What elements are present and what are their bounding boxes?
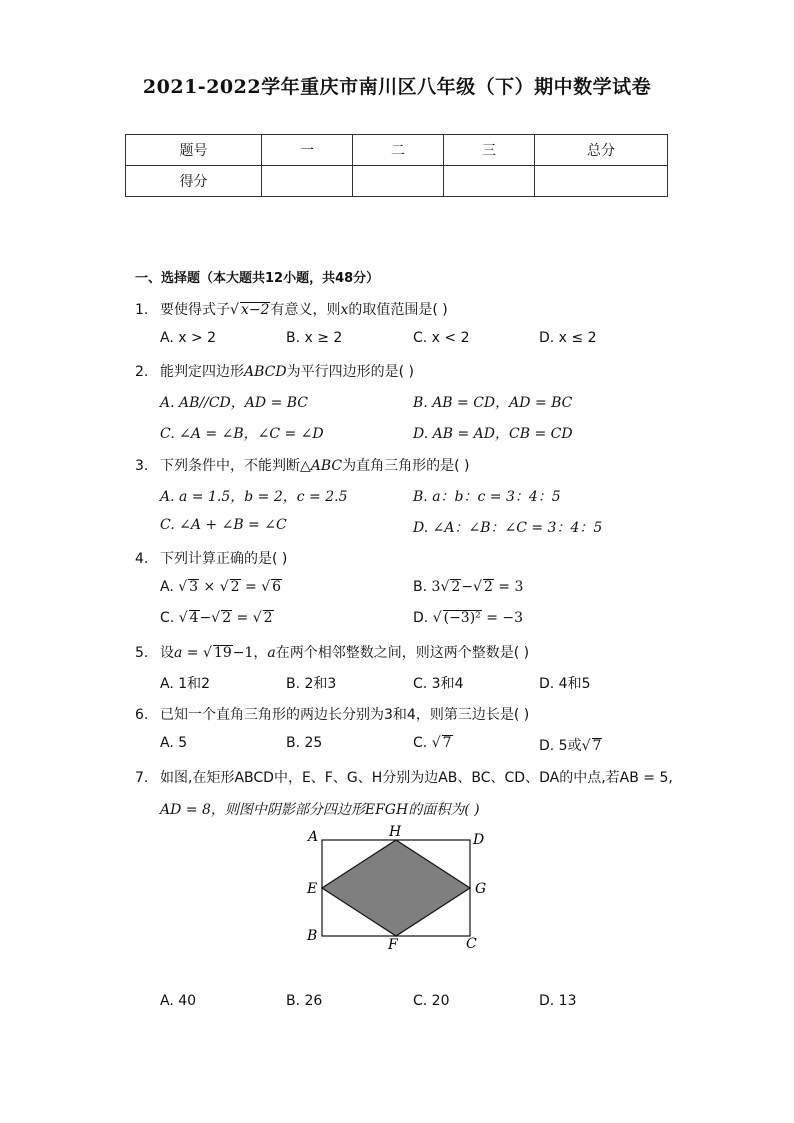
shaded-quadrilateral-efgh	[322, 840, 470, 936]
question-number: 6.	[135, 707, 149, 723]
question-1	[135, 299, 448, 319]
option-a[interactable]: A. 5	[160, 735, 188, 751]
label-e: E	[307, 881, 318, 897]
label-c: C	[466, 936, 477, 952]
question-text: 有意义，则	[270, 302, 341, 318]
radicand: 19	[213, 645, 232, 661]
option-c[interactable]: C. ∠A = ∠B，∠C = ∠D	[160, 426, 324, 442]
score-input-3[interactable]	[444, 166, 535, 197]
option-d[interactable]: D. √ (−3)² = −3	[413, 610, 524, 626]
option-letter: A.	[160, 579, 174, 595]
question-text: −1，	[232, 645, 268, 661]
question-4	[135, 548, 287, 568]
table-cell: 题号	[126, 135, 262, 166]
question-text: 下列条件中，不能判断	[160, 458, 300, 474]
sqrt-sign: √	[203, 645, 212, 661]
question-text: 已知一个直角三角形的两边长分别为3和4，则第三边长是( )	[160, 707, 530, 723]
variable: x	[340, 302, 349, 318]
label-b: B	[307, 928, 318, 944]
option-b[interactable]: B. 25	[286, 735, 323, 751]
option-letter: B.	[413, 579, 428, 595]
option-a[interactable]: A. 40	[160, 993, 197, 1009]
question-text: 为平行四边形的是( )	[286, 364, 414, 380]
label-a: A	[308, 829, 319, 845]
variable: a	[174, 645, 183, 661]
table-cell: 总分	[535, 135, 668, 166]
question-text: 下列计算正确的是( )	[160, 551, 288, 567]
score-input-2[interactable]	[353, 166, 444, 197]
option-c[interactable]: C. x < 2	[413, 330, 470, 346]
option-d[interactable]: D. x ≤ 2	[539, 330, 597, 346]
variable: △ABC	[300, 458, 343, 474]
radicand: x−2	[240, 302, 270, 318]
score-input-1[interactable]	[262, 166, 353, 197]
option-b[interactable]: B. AB = CD，AD = BC	[413, 395, 573, 411]
question-text: 要使得式子	[160, 302, 230, 318]
sqrt-sign: √	[230, 302, 239, 318]
question-3	[135, 455, 470, 475]
option-c[interactable]: C. √ 7	[413, 735, 452, 751]
table-row	[126, 135, 668, 166]
option-b[interactable]: B. a：b：c = 3：4：5	[413, 489, 561, 505]
question-number: 3.	[135, 458, 149, 474]
table-cell: 一	[262, 135, 353, 166]
option-a[interactable]: A. AB//CD，AD = BC	[160, 395, 309, 411]
question-text: 的取值范围是( )	[348, 302, 448, 318]
option-a[interactable]: A. √ 3 × √ 2 = √ 6	[160, 579, 282, 595]
option-c[interactable]: C. 3和4	[413, 676, 464, 692]
option-a[interactable]: A. x > 2	[160, 330, 217, 346]
question-text: 能判定四边形	[160, 364, 244, 380]
option-c[interactable]: C. 20	[413, 993, 450, 1009]
rectangle-figure	[300, 822, 500, 952]
equals-sign: =	[182, 645, 203, 661]
option-b[interactable]: B. 3√ 2−√ 2 = 3	[413, 579, 524, 595]
table-cell: 三	[444, 135, 535, 166]
section-heading: 一、选择题（本大题共12小题，共48分）	[135, 271, 380, 286]
page-title: 2021-2022学年重庆市南川区八年级（下）期中数学试卷	[142, 76, 652, 98]
question-7	[135, 767, 673, 787]
option-b[interactable]: B. 26	[286, 993, 323, 1009]
option-d[interactable]: D. 13	[539, 993, 577, 1009]
option-a[interactable]: A. a = 1.5，b = 2，c = 2.5	[160, 489, 348, 505]
question-number: 4.	[135, 551, 149, 567]
option-letter: D.	[413, 610, 429, 626]
question-number: 7.	[135, 770, 149, 786]
option-letter: C.	[160, 610, 175, 626]
question-text: 如图,在矩形ABCD中，E、F、G、H分别为边AB、BC、CD、DA的中点,若AB = 5,	[160, 770, 673, 786]
question-text: 设	[160, 645, 174, 661]
question-number: 1.	[135, 302, 149, 318]
question-2	[135, 361, 414, 381]
option-a[interactable]: A. 1和2	[160, 676, 211, 692]
question-5	[135, 642, 529, 662]
table-row	[126, 166, 668, 197]
question-number: 2.	[135, 364, 149, 380]
table-cell: 得分	[126, 166, 262, 197]
variable: ABCD	[244, 364, 287, 380]
question-text: 为直角三角形的是( )	[342, 458, 470, 474]
option-b[interactable]: B. 2和3	[286, 676, 337, 692]
option-b[interactable]: B. x ≥ 2	[286, 330, 343, 346]
option-c[interactable]: C. ∠A + ∠B = ∠C	[160, 517, 287, 533]
question-number: 5.	[135, 645, 149, 661]
score-table	[125, 134, 668, 197]
question-6	[135, 704, 529, 724]
option-letter: C.	[413, 735, 428, 751]
score-input-total[interactable]	[535, 166, 668, 197]
option-letter: D. 5或	[539, 738, 582, 754]
option-c[interactable]: C. √ 4−√ 2 = √ 2	[160, 610, 273, 626]
option-d[interactable]: D. AB = AD，CB = CD	[413, 426, 573, 442]
option-d[interactable]: D. 5或√ 7	[539, 738, 602, 754]
question-7-line2: AD = 8，则图中阴影部分四边形EFGH的面积为( )	[160, 802, 480, 818]
question-text: 在两个相邻整数之间，则这两个整数是( )	[275, 645, 530, 661]
variable: a	[267, 645, 276, 661]
label-d: D	[473, 832, 485, 848]
label-g: G	[475, 881, 487, 897]
label-f: F	[388, 937, 398, 952]
option-d[interactable]: D. ∠A：∠B：∠C = 3：4：5	[413, 520, 603, 536]
table-cell: 二	[353, 135, 444, 166]
label-h: H	[389, 824, 402, 840]
option-d[interactable]: D. 4和5	[539, 676, 591, 692]
